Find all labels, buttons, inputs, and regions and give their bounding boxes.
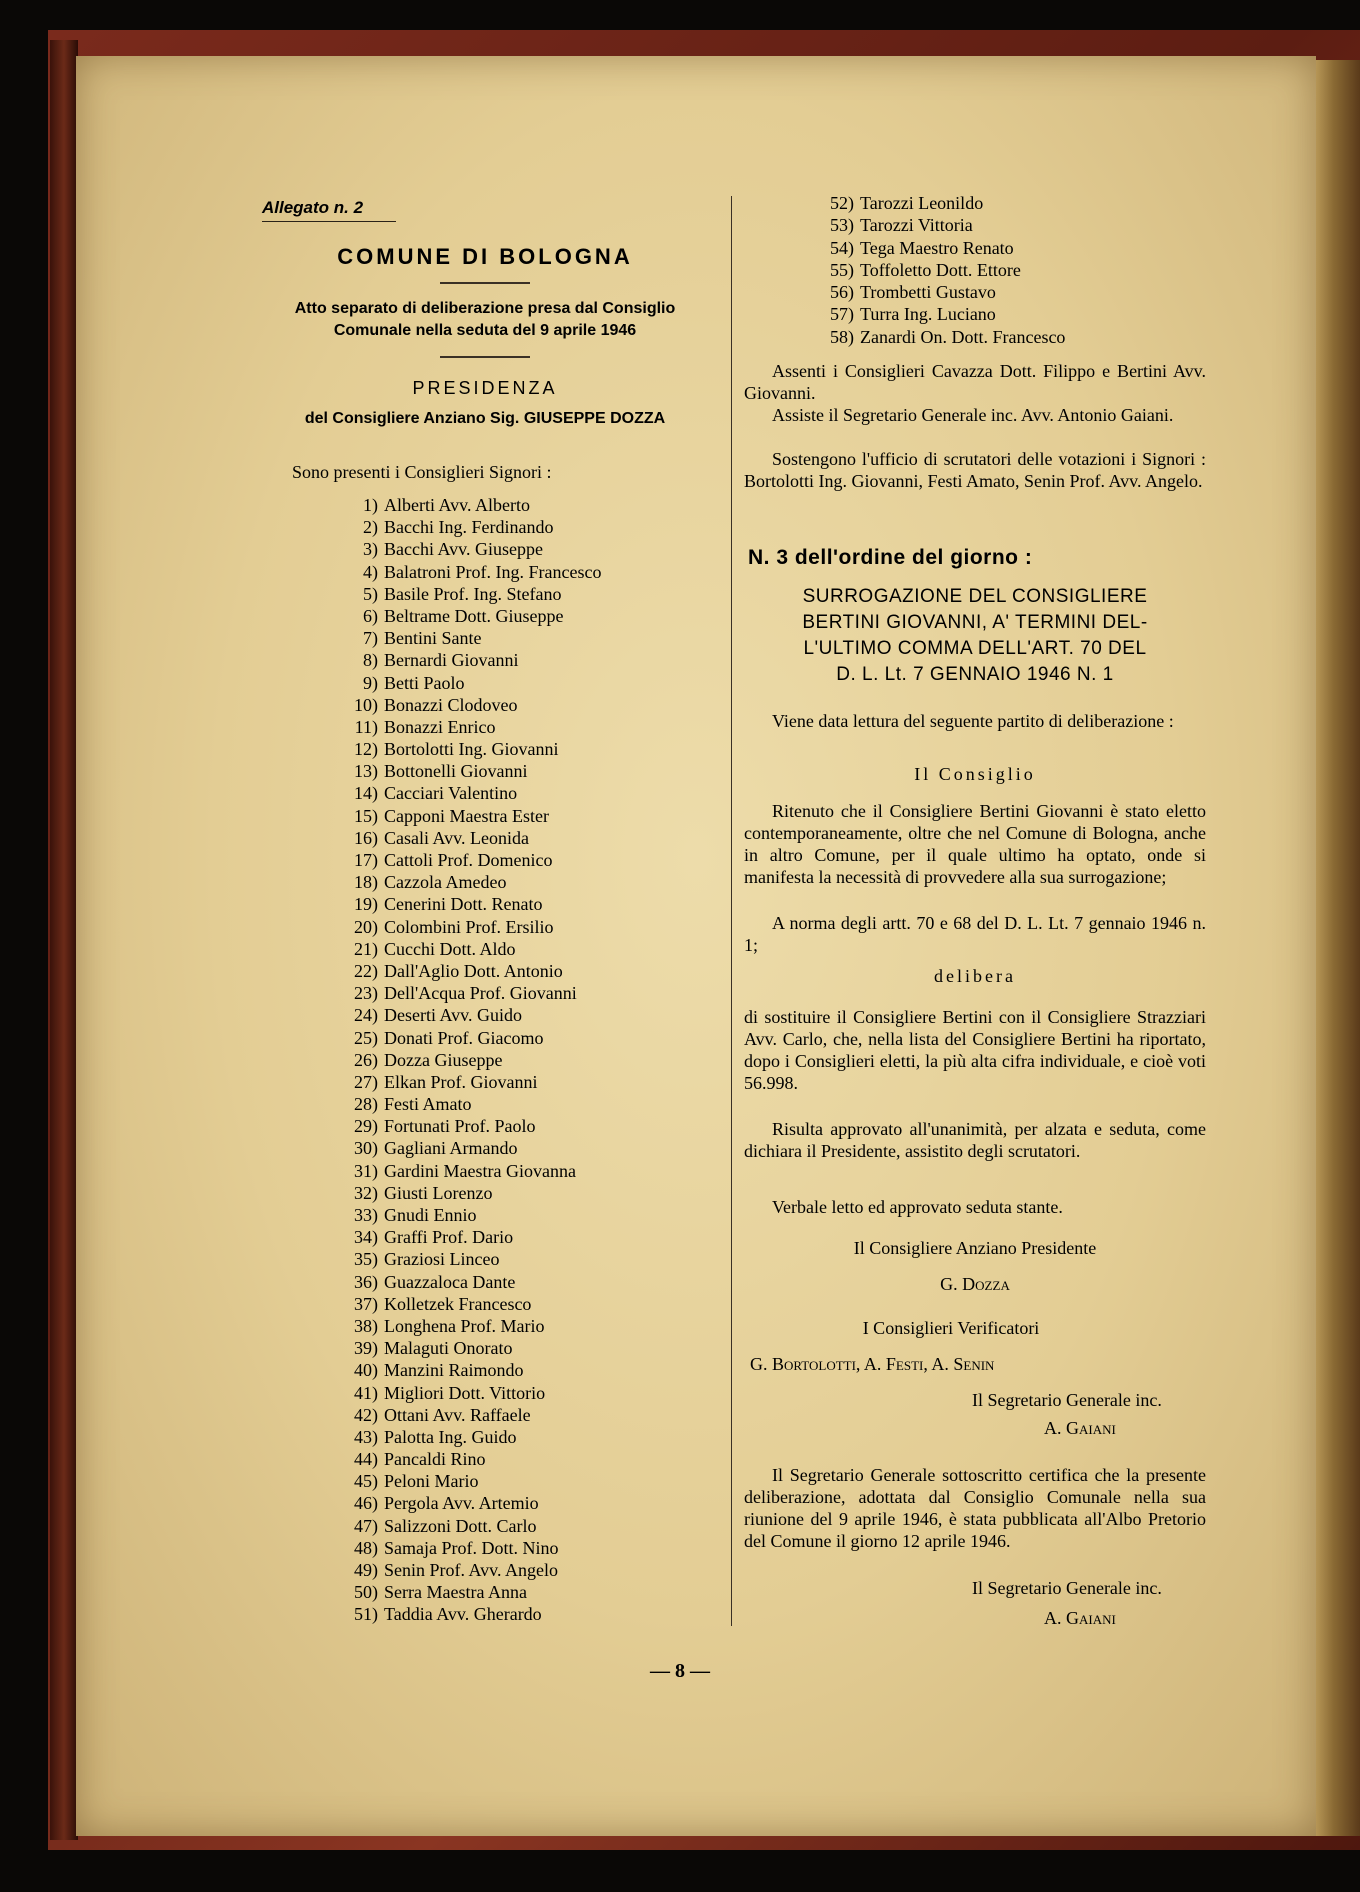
member-number: 3) [363,539,378,560]
member-name: Bottonelli Giovanni [384,761,528,782]
member-item [330,1581,730,1603]
member-name: Graziosi Linceo [384,1249,500,1270]
member-name: Trombetti Gustavo [860,282,996,303]
member-name: Pancaldi Rino [384,1449,486,1470]
member-number: 29) [354,1116,378,1137]
member-name: Capponi Maestra Ester [384,805,549,826]
member-name: Beltrame Dott. Giuseppe [384,605,564,626]
member-number: 30) [354,1138,378,1159]
member-item [330,538,730,560]
presidenza-subheading: del Consigliere Anziano Sig. GIUSEPPE DOZZA [304,410,666,427]
member-number: 36) [354,1271,378,1292]
member-item [330,716,730,738]
member-item [330,494,730,516]
assenti-paragraph [744,360,1206,404]
member-item [814,303,1214,325]
member-item [330,738,730,760]
member-name: Dell'Acqua Prof. Giovanni [384,983,577,1004]
member-item [330,982,730,1004]
member-item [330,1093,730,1115]
member-number: 47) [354,1515,378,1536]
member-number: 57) [830,304,854,325]
member-name: Senin Prof. Avv. Angelo [384,1560,558,1580]
member-number: 21) [354,938,378,959]
member-name: Cacciari Valentino [384,783,518,804]
anziano-title: Il Consigliere Anziano Presidente [853,1238,1097,1258]
member-number: 28) [354,1094,378,1115]
member-name: Serra Maestra Anna [384,1582,527,1603]
member-number: 1) [363,495,378,515]
member-number: 51) [354,1604,378,1625]
member-name: Casali Avv. Leonida [384,827,529,848]
member-item [330,1448,730,1470]
a-norma-text: A norma degli artt. 70 e 68 del D. L. Lt. 7 gennaio 1946 n. 1; [744,913,1206,955]
member-name: Peloni Mario [384,1471,479,1492]
member-number: 46) [354,1493,378,1514]
member-item [330,1049,730,1071]
member-name: Dozza Giuseppe [384,1049,503,1070]
lettura-paragraph [744,710,1206,732]
member-number: 18) [354,872,378,893]
ordine-title [744,584,1206,688]
member-name: Turra Ing. Luciano [860,304,996,325]
member-number: 6) [363,605,378,626]
member-number: 38) [354,1315,378,1336]
member-number: 27) [354,1071,378,1092]
certifica-paragraph [744,1464,1206,1552]
member-name: Bacchi Ing. Ferdinando [384,517,554,538]
member-number: 33) [354,1205,378,1225]
member-name: Deserti Avv. Guido [384,1005,522,1026]
member-name: Gagliani Armando [384,1138,518,1159]
verbale-text: Verbale letto ed approvato seduta stante. [772,1197,1063,1217]
member-item [330,1182,730,1204]
member-number: 43) [354,1426,378,1447]
title-rule [440,282,530,284]
member-name: Salizzoni Dott. Carlo [384,1515,537,1536]
member-item [330,561,730,583]
sostengono-paragraph [744,448,1206,492]
member-item [330,1027,730,1049]
member-name: Zanardi On. Dott. Francesco [860,326,1066,347]
member-number: 34) [354,1227,378,1248]
member-item [330,871,730,893]
member-name: Elkan Prof. Giovanni [384,1071,538,1092]
member-name: Toffoletto Dott. Ettore [860,259,1021,280]
member-number: 4) [363,561,378,582]
member-name: Bentini Sante [384,628,482,649]
segretario-title-2: Il Segretario Generale inc. [972,1578,1162,1598]
segretario-title: Il Segretario Generale inc. [972,1390,1162,1410]
member-item [330,1115,730,1137]
member-item [330,627,730,649]
member-number: 14) [354,783,378,804]
certifica-text: Il Segretario Generale sottoscritto certifica che la presente deliberazione, adottata dal Consiglio Comunale nella sua riunione del 9 aprile 1946, è stata pubblicata all'Albo Pretorio del Comune il giorno 12 aprile 1946. [744,1465,1206,1551]
member-item [330,782,730,804]
member-name: Cazzola Amedeo [384,872,507,893]
member-item [330,1071,730,1093]
member-name: Betti Paolo [384,672,465,693]
member-name: Colombini Prof. Ersilio [384,916,554,937]
member-item [330,1404,730,1426]
member-name: Bacchi Avv. Giuseppe [384,539,543,560]
member-item [330,1603,730,1625]
atto-rule [440,356,530,358]
members-list-continued [814,192,1214,348]
member-item [330,1137,730,1159]
member-item [330,605,730,627]
delibera-heading: delibera [934,966,1016,986]
member-name: Malaguti Onorato [384,1338,513,1359]
member-name: Palotta Ing. Guido [384,1426,517,1447]
risulta-paragraph [744,1118,1206,1162]
member-item [330,938,730,960]
member-number: 58) [830,326,854,347]
member-name: Fortunati Prof. Paolo [384,1116,536,1137]
member-item [330,1492,730,1514]
il-consiglio-heading: Il Consiglio [914,764,1036,784]
member-name: Cenerini Dott. Renato [384,894,543,915]
member-number: 22) [354,960,378,981]
page-title: COMUNE DI BOLOGNA [337,244,633,269]
member-name: Bonazzi Enrico [384,716,496,737]
a-norma-paragraph [744,912,1206,956]
atto-line-1: Atto separato di deliberazione presa dal Consiglio [294,300,676,317]
allegato-label: Allegato n. 2 [262,198,396,222]
member-name: Balatroni Prof. Ing. Francesco [384,561,602,582]
member-number: 15) [354,805,378,826]
member-number: 24) [354,1005,378,1026]
member-item [330,893,730,915]
member-item [330,1160,730,1182]
member-item [330,672,730,694]
ritenuto-paragraph [744,800,1206,888]
member-number: 7) [363,628,378,649]
member-item [814,214,1214,236]
member-number: 50) [354,1582,378,1603]
member-item [330,1293,730,1315]
member-name: Cattoli Prof. Domenico [384,850,553,870]
assiste-text: Assiste il Segretario Generale inc. Avv. Antonio Gaiani. [772,405,1174,425]
member-number: 5) [363,583,378,604]
ordine-title-line-3: L'ULTIMO COMMA DELL'ART. 70 DEL [803,638,1147,659]
member-name: Kolletzek Francesco [384,1293,532,1314]
member-name: Taddia Avv. Gherardo [384,1604,542,1625]
member-name: Festi Amato [384,1094,472,1115]
member-number: 8) [363,650,378,671]
page-number: — 8 — [650,1660,710,1682]
member-name: Donati Prof. Giacomo [384,1027,544,1048]
member-item [330,805,730,827]
member-name: Tega Maestro Renato [860,237,1014,258]
member-number: 31) [354,1160,378,1181]
sostengono-text: Sostengono l'ufficio di scrutatori delle votazioni i Signori : Bortolotti Ing. Giovanni, Festi Amato, Senin Prof. Avv. Angelo. [744,449,1206,491]
member-item [330,760,730,782]
member-number: 55) [830,259,854,280]
member-name: Bernardi Giovanni [384,650,519,671]
presidenza-heading: PRESIDENZA [412,378,558,398]
ordine-title-line-4: D. L. Lt. 7 GENNAIO 1946 N. 1 [836,664,1114,685]
lettura-text: Viene data lettura del seguente partito di deliberazione : [772,711,1174,731]
member-number: 40) [354,1360,378,1381]
member-name: Bonazzi Clodoveo [384,694,518,715]
member-name: Alberti Avv. Alberto [384,495,530,515]
member-name: Tarozzi Vittoria [860,215,973,236]
member-item [330,649,730,671]
ritenuto-text: Ritenuto che il Consigliere Bertini Giovanni è stato eletto contemporaneamente, oltre che nel Comune di Bologna, anche in altro Comune, per il quale ultimo ha optato, onde si manifesta la necessità di provvedere alla sua surrogazione; [744,801,1206,887]
member-number: 2) [363,517,378,538]
member-number: 37) [354,1293,378,1314]
ordine-title-line-1: SURROGAZIONE DEL CONSIGLIERE [802,586,1148,607]
member-item [814,237,1214,259]
member-name: Tarozzi Leonildo [860,193,984,213]
member-number: 49) [354,1560,378,1580]
member-number: 44) [354,1449,378,1470]
member-item [330,1537,730,1559]
member-number: 16) [354,827,378,848]
member-number: 45) [354,1471,378,1492]
member-name: Dall'Aglio Dott. Antonio [384,960,563,981]
member-item [330,960,730,982]
member-name: Longhena Prof. Mario [384,1315,545,1336]
sono-presenti-text: Sono presenti i Consiglieri Signori : [292,462,552,482]
member-number: 41) [354,1382,378,1403]
member-number: 17) [354,850,378,870]
member-number: 35) [354,1249,378,1270]
member-item [330,916,730,938]
member-name: Graffi Prof. Dario [384,1227,514,1248]
page-stack-edge [1316,60,1360,1836]
member-name: Gnudi Ennio [384,1205,477,1225]
member-item [330,1382,730,1404]
sostituire-paragraph [744,1006,1206,1094]
member-name: Migliori Dott. Vittorio [384,1382,546,1403]
assiste-paragraph [744,404,1206,426]
member-name: Basile Prof. Ing. Stefano [384,583,562,604]
member-name: Gardini Maestra Giovanna [384,1160,576,1181]
member-item [330,583,730,605]
sostituire-text: di sostituire il Consigliere Bertini con il Consigliere Strazziari Avv. Carlo, che, nella lista del Consigliere Bertini ha riportato, dopo i Consiglieri eletti, la più alta cifra individuale, e cioè voti 56.998. [744,1007,1206,1093]
ordine-heading: N. 3 dell'ordine del giorno : [748,546,1033,569]
member-number: 23) [354,983,378,1004]
member-item [814,259,1214,281]
book-spine [50,40,78,1840]
risulta-text: Risulta approvato all'unanimità, per alzata e seduta, come dichiara il Presidente, assistito degli scrutatori. [744,1119,1206,1161]
member-number: 56) [830,282,854,303]
member-item [330,1226,730,1248]
member-item [330,1359,730,1381]
member-item [330,1426,730,1448]
member-number: 13) [354,761,378,782]
member-number: 9) [363,672,378,693]
member-number: 52) [830,193,854,213]
member-item [330,516,730,538]
member-item [330,1248,730,1270]
member-item [330,1004,730,1026]
member-name: Ottani Avv. Raffaele [384,1404,531,1425]
member-item [330,1271,730,1293]
member-item [330,1315,730,1337]
member-number: 26) [354,1049,378,1070]
member-number: 39) [354,1338,378,1359]
segretario-name: A. Gaiani [1044,1418,1116,1438]
member-name: Samaja Prof. Dott. Nino [384,1537,559,1558]
member-item [330,694,730,716]
member-item [330,827,730,849]
member-number: 48) [354,1537,378,1558]
member-item [814,192,1214,214]
member-name: Pergola Avv. Artemio [384,1493,539,1514]
member-name: Cucchi Dott. Aldo [384,938,516,959]
member-name: Giusti Lorenzo [384,1182,493,1203]
anziano-name: G. Dozza [940,1274,1010,1294]
member-item [330,1559,730,1581]
member-item [330,1204,730,1226]
member-item [330,1337,730,1359]
member-number: 20) [354,916,378,937]
member-name: Guazzaloca Dante [384,1271,516,1292]
member-name: Bortolotti Ing. Giovanni [384,739,559,760]
column-divider [731,196,732,1626]
member-item [330,849,730,871]
atto-heading [250,298,720,342]
verificatori-names: G. Bortolotti, A. Festi, A. Senin [750,1354,995,1374]
verbale-paragraph [744,1196,1206,1218]
member-number: 54) [830,237,854,258]
atto-line-2: Comunale nella seduta del 9 aprile 1946 [333,322,637,339]
member-item [814,281,1214,303]
ordine-title-line-2: BERTINI GIOVANNI, A' TERMINI DEL- [802,612,1148,633]
member-number: 12) [354,739,378,760]
verificatori-title: I Consiglieri Verificatori [862,1318,1040,1338]
member-number: 11) [354,716,378,737]
member-item [330,1515,730,1537]
member-item [330,1470,730,1492]
member-item [814,326,1214,348]
members-list [330,494,730,1626]
member-number: 42) [354,1404,378,1425]
member-number: 10) [354,694,378,715]
segretario-name-2: A. Gaiani [1044,1608,1116,1628]
assenti-text: Assenti i Consiglieri Cavazza Dott. Filippo e Bertini Avv. Giovanni. [744,361,1206,403]
member-number: 19) [354,894,378,915]
member-number: 32) [354,1182,378,1203]
member-name: Manzini Raimondo [384,1360,524,1381]
member-number: 25) [354,1027,378,1048]
member-number: 53) [830,215,854,236]
